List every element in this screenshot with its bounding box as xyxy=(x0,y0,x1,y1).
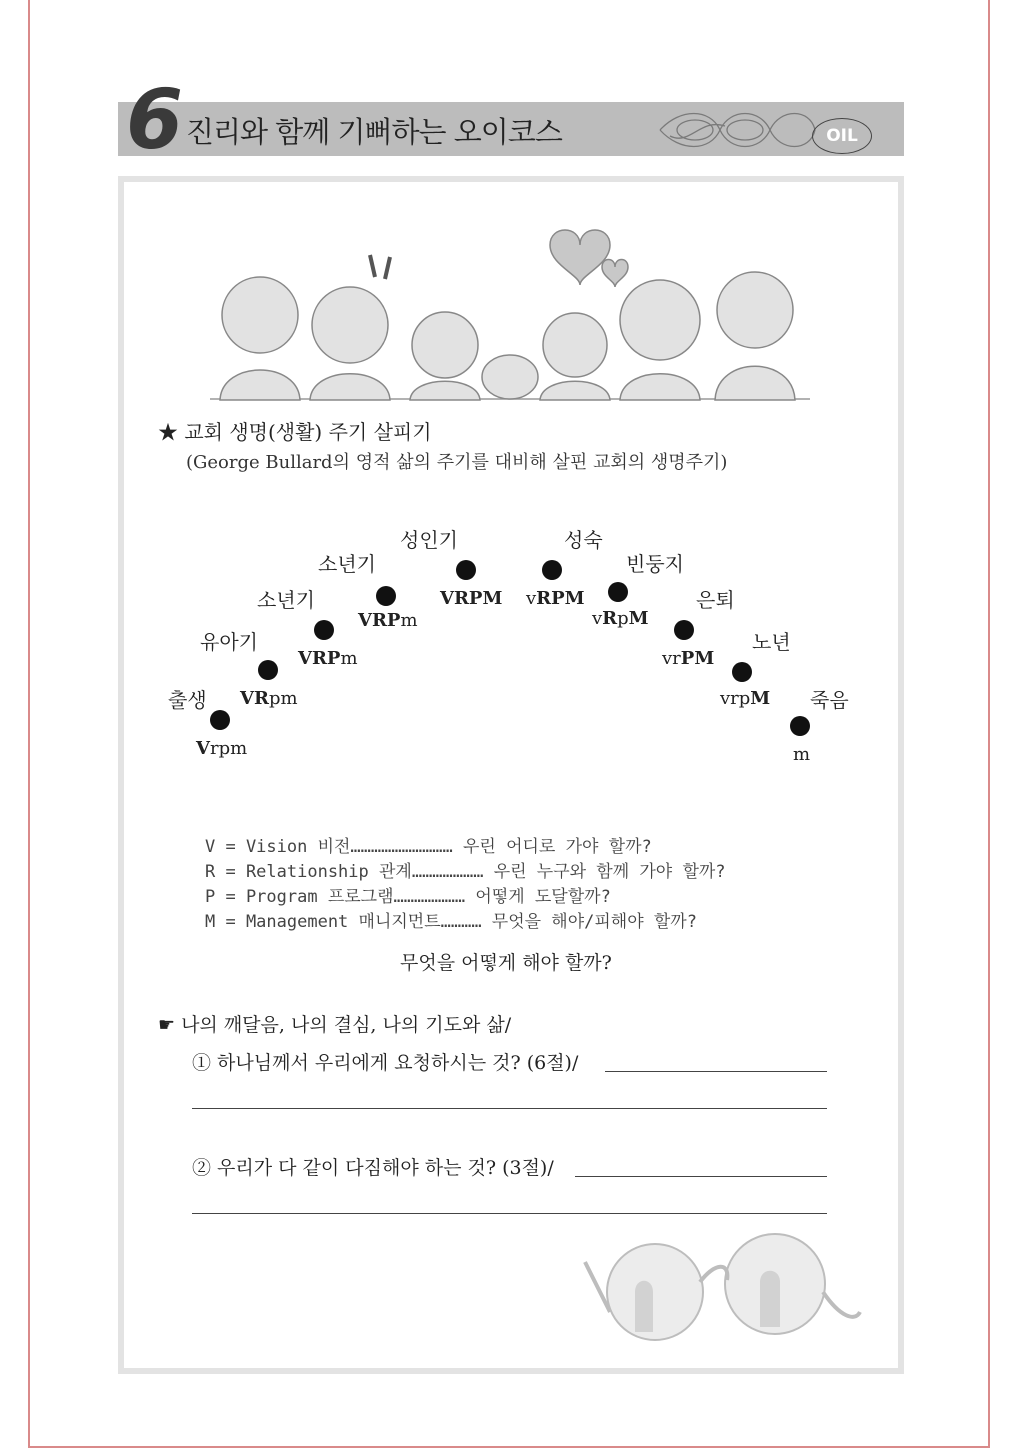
family-illustration xyxy=(210,215,820,405)
stage-label: 소년기 xyxy=(257,588,315,612)
stage-code: VRPm xyxy=(298,648,358,669)
stage-dot xyxy=(314,620,334,640)
reflection-heading: ☛ 나의 깨달음, 나의 결심, 나의 기도와 삶/ xyxy=(158,1014,512,1036)
lesson-number: 6 xyxy=(126,73,184,168)
stage-label: 빈둥지 xyxy=(626,552,684,576)
stage-dot xyxy=(376,586,396,606)
legend-item: P = Program 프로그램………………… 어떻게 도달할까? xyxy=(205,887,611,907)
page-title: 진리와 함께 기뻐하는 오이코스 xyxy=(186,115,562,149)
question-2: ② 우리가 다 같이 다짐해야 하는 것? (3절)/ xyxy=(192,1157,554,1179)
answer-line[interactable] xyxy=(575,1176,827,1177)
stage-dot xyxy=(674,620,694,640)
glasses-illustration xyxy=(575,1222,865,1352)
stage-dot xyxy=(790,716,810,736)
stage-label: 성숙 xyxy=(564,528,603,552)
stage-code: VRpm xyxy=(240,688,298,709)
legend-item: R = Relationship 관계………………… 우린 누구와 함께 가야 할까? xyxy=(205,862,726,882)
stage-code: vrPM xyxy=(662,648,715,669)
stage-label: 유아기 xyxy=(200,630,258,654)
stage-label: 은퇴 xyxy=(696,588,735,612)
section-heading: ★ 교회 생명(생활) 주기 살피기 xyxy=(158,420,432,444)
legend-item: V = Vision 비전………………………… 우린 어디로 가야 할까? xyxy=(205,837,652,857)
answer-line[interactable] xyxy=(192,1108,827,1109)
stage-dot xyxy=(258,660,278,680)
stage-code: vrpM xyxy=(720,688,771,709)
stage-code: VRPM xyxy=(440,588,503,609)
life-cycle-diagram xyxy=(150,510,870,790)
stage-dot xyxy=(732,662,752,682)
stage-label: 소년기 xyxy=(318,552,376,576)
stage-label: 출생 xyxy=(168,688,207,712)
ornament-icon xyxy=(650,106,820,152)
stage-code: vRpM xyxy=(592,608,649,629)
oil-logo: OIL xyxy=(812,118,872,154)
key-question: 무엇을 어떻게 해야 할까? xyxy=(400,952,612,974)
legend xyxy=(205,835,726,935)
stage-code: VRPm xyxy=(358,610,418,631)
stage-dot xyxy=(608,582,628,602)
answer-line[interactable] xyxy=(192,1213,827,1214)
answer-line[interactable] xyxy=(605,1071,827,1072)
stage-dot xyxy=(210,710,230,730)
stage-label: 죽음 xyxy=(810,688,849,712)
legend-item: M = Management 매니지먼트………… 무엇을 해야/피해야 할까? xyxy=(205,912,697,932)
stage-label: 노년 xyxy=(752,630,791,654)
question-1: ① 하나님께서 우리에게 요청하시는 것? (6절)/ xyxy=(192,1052,579,1074)
stage-code: m xyxy=(793,744,811,765)
stage-dot xyxy=(542,560,562,580)
stage-label: 성인기 xyxy=(400,528,458,552)
stage-code: vRPM xyxy=(526,588,585,609)
stage-dot xyxy=(456,560,476,580)
section-subheading: (George Bullard의 영적 삶의 주기를 대비해 살핀 교회의 생명주기) xyxy=(186,452,728,473)
stage-code: Vrpm xyxy=(196,738,248,759)
